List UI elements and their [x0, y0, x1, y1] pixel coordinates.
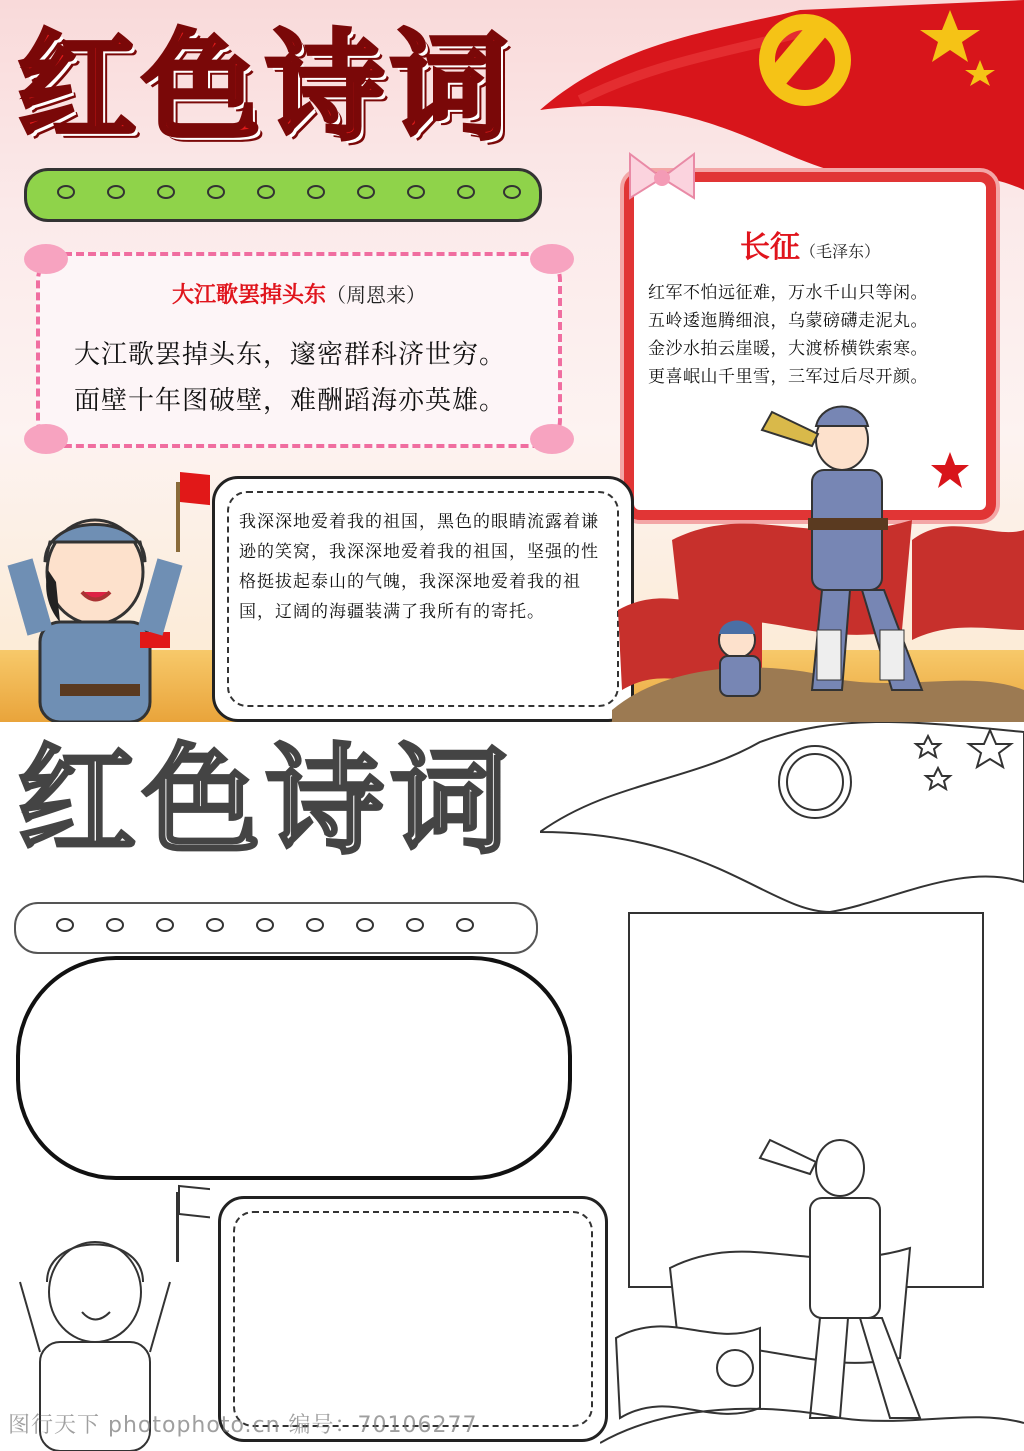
poem-title: 大江歌罢掉头东: [171, 283, 326, 308]
bugler-soldier-illustration: [612, 390, 1024, 722]
poem-box-dajiang: [36, 252, 562, 448]
poem-line: 五岭逶迤腾细浪，乌蒙磅礴走泥丸。: [648, 311, 928, 331]
colored-poster: [0, 0, 1024, 722]
cloud-dot: [356, 918, 374, 932]
heart-icon: [24, 424, 68, 454]
poem-title: 长征: [739, 230, 800, 265]
outline-soldier-illustration: [600, 1118, 1024, 1451]
poem-line: 更喜岷山千里雪，三军过后尽开颜。: [648, 367, 928, 387]
cloud-dot: [357, 185, 375, 199]
poem-author: （毛泽东）: [799, 242, 880, 261]
cloud-dot: [407, 185, 425, 199]
cloud-dot: [406, 918, 424, 932]
outline-cloud-bar: [14, 902, 538, 954]
cloud-dot: [157, 185, 175, 199]
cloud-dot: [106, 918, 124, 932]
cloud-dot: [503, 185, 521, 199]
cloud-dot: [256, 918, 274, 932]
blank-pill-box: [16, 956, 572, 1180]
cloud-dot: [56, 918, 74, 932]
prose-box: [212, 476, 634, 722]
outline-poster: [0, 722, 1024, 1451]
poster-title: 红色诗词: [18, 18, 515, 156]
cloud-dot: [307, 185, 325, 199]
prose-dashed-frame: [233, 1211, 593, 1427]
poem-line: 红军不怕远征难，万水千山只等闲。: [648, 283, 928, 303]
cloud-dot: [57, 185, 75, 199]
outline-title: 红色诗词: [18, 732, 515, 870]
heart-icon: [530, 244, 574, 274]
blank-prose-box: [218, 1196, 608, 1442]
heart-icon: [24, 244, 68, 274]
poem-author: （周恩来）: [326, 283, 426, 307]
cloud-dot: [107, 185, 125, 199]
cloud-dot: [457, 185, 475, 199]
cloud-dot: [257, 185, 275, 199]
cloud-dot: [156, 918, 174, 932]
bow-icon: [624, 148, 700, 208]
outline-flag-icon: [540, 722, 1024, 912]
cloud-dot: [306, 918, 324, 932]
cloud-dot: [206, 918, 224, 932]
poem-line: 大江歌罢掉头东，邃密群科济世穷。: [74, 340, 507, 370]
green-cloud-bar: [24, 168, 542, 222]
poem-line: 金沙水拍云崖暖，大渡桥横铁索寒。: [648, 339, 928, 359]
poem-line: 面壁十年图破壁，难酬蹈海亦英雄。: [74, 386, 507, 416]
cloud-dot: [207, 185, 225, 199]
poem-heading: [634, 222, 986, 266]
prose-text: 我深深地爱着我的祖国，黑色的眼睛流露着谦逊的笑窝，我深深地爱着我的祖国，坚强的性格挺拔起泰山的气魄，我深深地爱着我的祖国，辽阔的海疆装满了我所有的寄托。: [239, 512, 599, 622]
girl-illustration: [0, 462, 210, 722]
cloud-dot: [456, 918, 474, 932]
heart-icon: [530, 424, 574, 454]
poem-heading: [40, 278, 558, 309]
watermark-text: 图行天下 photophoto.cn 编号：70106277: [8, 1413, 478, 1438]
